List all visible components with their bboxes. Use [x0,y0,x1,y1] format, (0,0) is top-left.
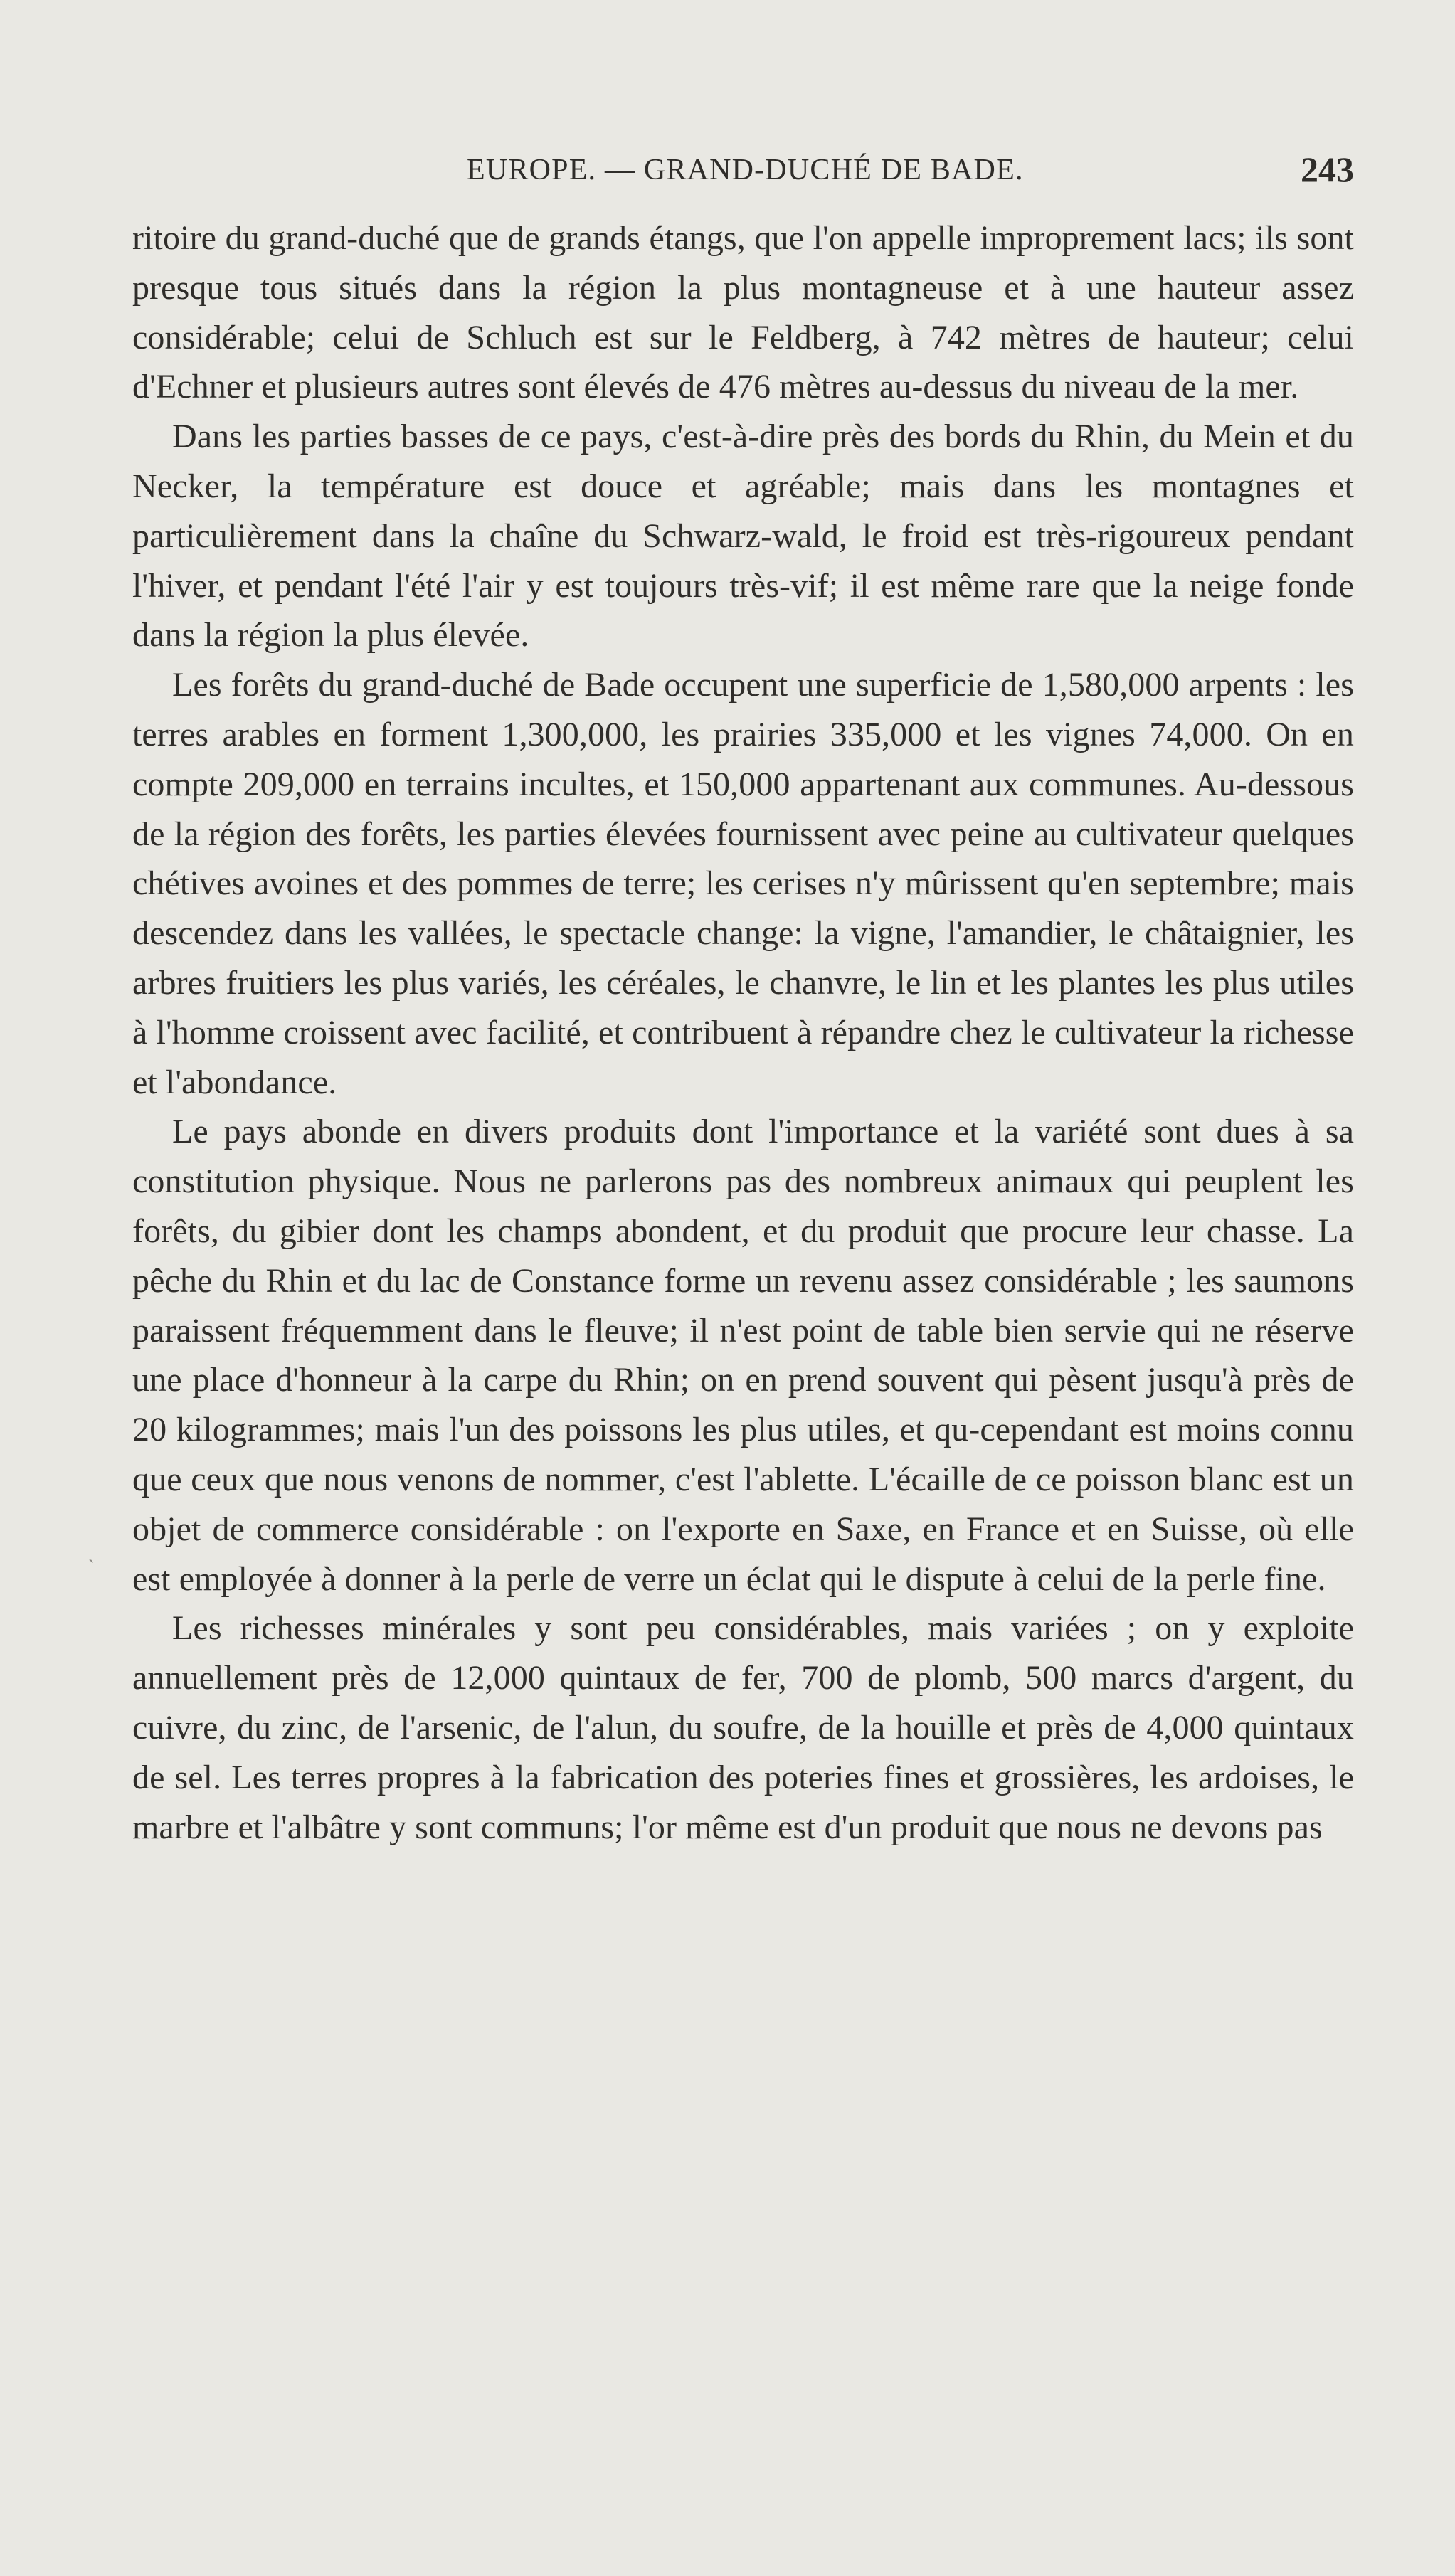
paragraph-minerals: Les richesses minérales y sont peu considérables, mais variées ; on y exploite annuellement près de 12,000 quintaux de fer, 700 de plomb, 500 marcs d'argent, du cuivre, du zinc, de l'arsenic, de l'alun, du soufre, de la houille et près de 4,000 quintaux de sel. Les terres propres à la fabrication des poteries fines et grossières, les ardoises, le marbre et l'albâtre y sont communs; l'or même est d'un produit que nous ne devons pas [132,1609,1354,1846]
paragraph-climate: Dans les parties basses de ce pays, c'est-à-dire près des bords du Rhin, du Mein et du Necker, la température est douce et agréable; mais dans les montagnes et particulièrement dans la chaîne du Schwarz-wald, le froid est très-rigoureux pendant l'hiver, et pendant l'été l'air y est toujours très-vif; il est même rare que la neige fonde dans la région la plus élevée. [132,418,1354,654]
running-head [132,146,1354,197]
page-body [132,213,1354,2248]
paragraph-continuation: ritoire du grand-duché que de grands étangs, que l'on appelle improprement lacs; ils sont presque tous situés dans la région la plus montagneuse et à une hauteur assez considérable; celui de Schluch est sur le Feldberg, à 742 mètres de hauteur; celui d'Echner et plusieurs autres sont élevés de 476 mètres au-dessus du niveau de la mer. [132,219,1354,406]
paragraph-products: Le pays abonde en divers produits dont l'importance et la variété sont dues à sa constitution physique. Nous ne parlerons pas des nombreux animaux qui peuplent les forêts, du gibier dont les champs abondent, et du produit que procure leur chasse. La pêche du Rhin et du lac de Constance forme un revenu assez considérable ; les saumons paraissent fréquemment dans le fleuve; il n'est point de table bien servie qui ne réserve une place d'honneur à la carpe du Rhin; on en prend souvent qui pèsent jusqu'à près de 20 kilogrammes; mais l'un des poissons les plus utiles, et qu-cependant est moins connu que ceux que nous venons de nommer, c'est l'ablette. L'écaille de ce poisson blanc est un objet de commerce considérable : on l'exporte en Saxe, en France et en Suisse, où elle est employée à donner à la perle de verre un éclat qui le dispute à celui de la perle fine. [132,1113,1354,1598]
margin-mark: ` [88,1557,95,1577]
paragraph-forests: Les forêts du grand-duché de Bade occupent une superficie de 1,580,000 arpents : les terres arables en forment 1,300,000, les prairies 335,000 et les vignes 74,000. On en compte 209,000 en terrains incultes, et 150,000 appartenant aux communes. Au-dessous de la région des forêts, les parties élevées fournissent avec peine au cultivateur quelques chétives avoines et des pommes de terre; les cerises n'y mûrissent qu'en septembre; mais descendez dans les vallées, le spectacle change: la vigne, l'amandier, le châtaignier, les arbres fruitiers les plus variés, les céréales, le chanvre, le lin et les plantes les plus utiles à l'homme croissent avec facilité, et contribuent à répandre chez le cultivateur la richesse et l'abondance. [132,666,1354,1101]
running-title: EUROPE. — GRAND-DUCHÉ DE BADE. [467,154,1024,186]
page-number: 243 [1301,149,1354,189]
